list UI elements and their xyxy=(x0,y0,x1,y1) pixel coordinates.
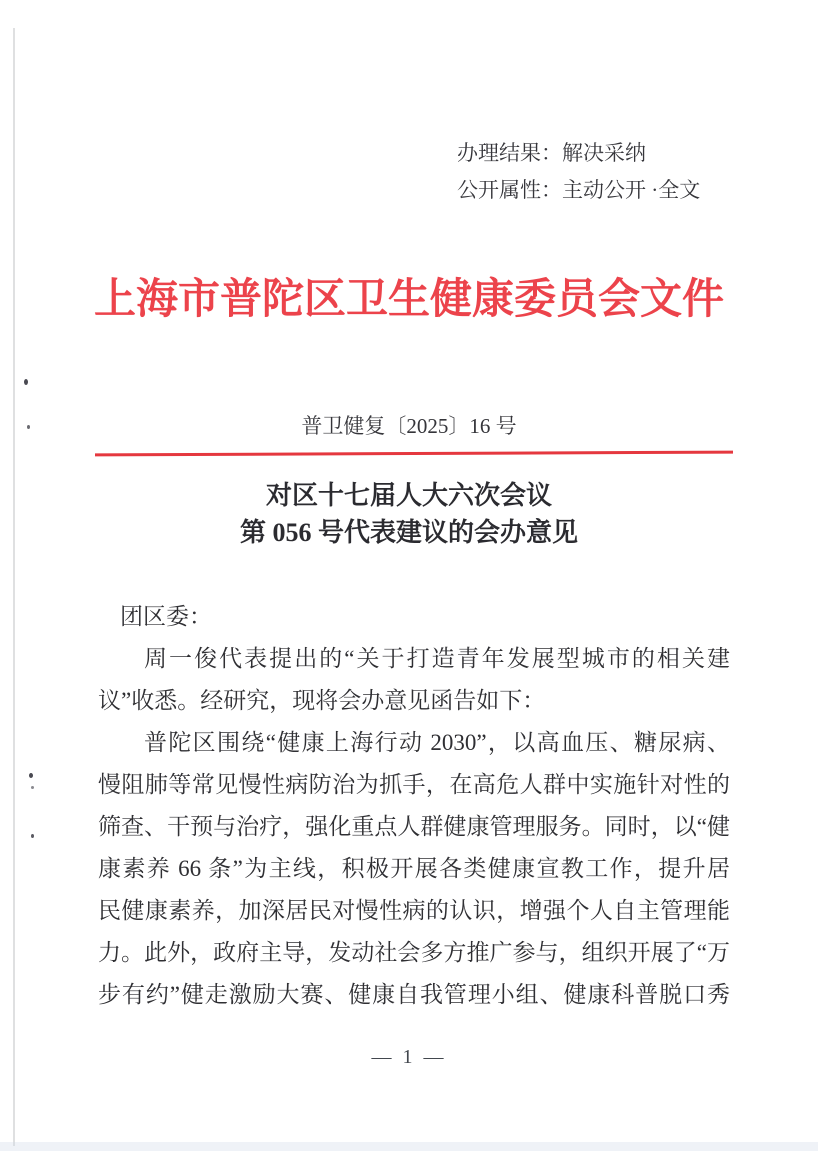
body-line: 康素养 66 条”为主线，积极开展各类健康宣教工作，提升居 xyxy=(98,856,730,881)
page-number: — 1 — xyxy=(371,1046,447,1068)
scan-speck xyxy=(24,379,28,385)
body-text-block xyxy=(98,596,730,1016)
body-line: 力。此外，政府主导，发动社会多方推广参与，组织开展了“万 xyxy=(98,940,730,965)
scan-bottom-tint xyxy=(0,1142,818,1151)
scan-edge-line xyxy=(13,28,15,1146)
body-line: 慢阻肺等常见慢性病防治为抓手，在高危人群中实施针对性的 xyxy=(98,772,730,797)
disclosure-attribute-line: 公开属性：主动公开 ·全文 xyxy=(457,178,701,202)
body-line: 民健康素养，加深居民对慢性病的认识，增强个人自主管理能 xyxy=(98,898,730,923)
letterhead-org-title: 上海市普陀区卫生健康委员会文件 xyxy=(93,277,724,323)
subject-title-line-2: 第 056 号代表建议的会办意见 xyxy=(239,518,578,547)
body-line: 筛查、干预与治疗，强化重点人群健康管理服务。同时，以“健 xyxy=(98,814,730,839)
handling-meta-block xyxy=(457,135,700,209)
document-number: 普卫健复〔2025〕16 号 xyxy=(301,414,517,438)
subject-title xyxy=(0,477,818,551)
scan-speck xyxy=(29,773,33,778)
scan-speck xyxy=(31,786,34,789)
body-line: 议”收悉。经研究，现将会办意见函告如下： xyxy=(98,688,546,713)
body-line: 普陀区围绕“健康上海行动 2030”，以高血压、糖尿病、 xyxy=(144,730,730,755)
body-line: 周一俊代表提出的“关于打造青年发展型城市的相关建 xyxy=(144,646,730,671)
red-divider-line xyxy=(95,451,733,457)
processing-result-line: 办理结果：解决采纳 xyxy=(457,141,646,165)
body-line: 步有约”健走激励大赛、健康自我管理小组、健康科普脱口秀 xyxy=(98,982,730,1007)
body-salutation-line: 团区委： xyxy=(120,604,212,629)
scan-speck xyxy=(31,834,34,838)
subject-title-line-1: 对区十七届人大六次会议 xyxy=(265,481,552,510)
